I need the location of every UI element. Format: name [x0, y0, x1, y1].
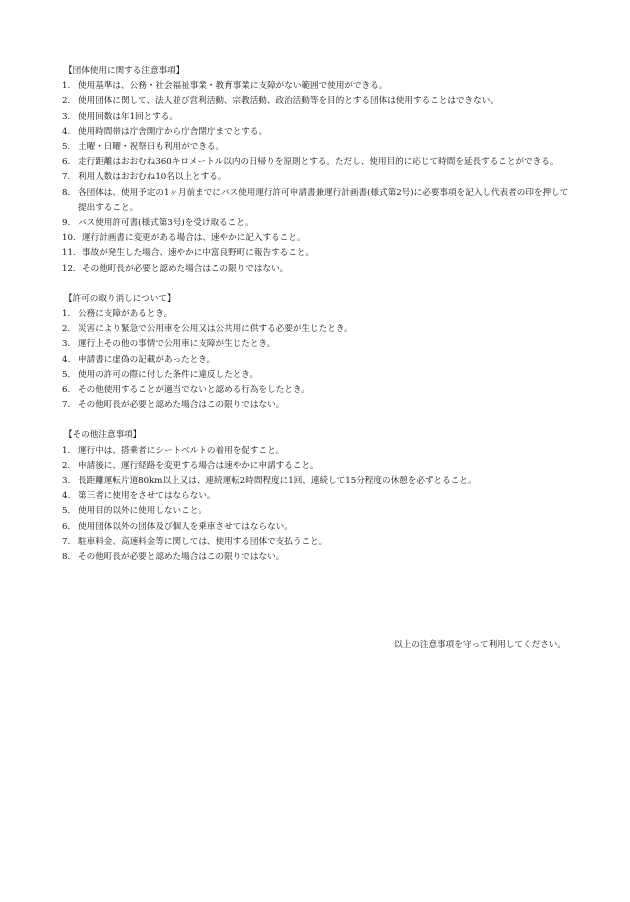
item-text: 利用人数はおおむね10名以上とする。: [78, 172, 227, 183]
item-text: その他町長が必要と認めた場合はこの限りではない。: [78, 552, 285, 563]
item-text: 使用基準は、公務・社会福祉事業・教育事業に支障がない範囲で使用ができる。: [78, 81, 388, 92]
item-number: 1.: [62, 309, 71, 320]
item-number: 8.: [62, 187, 71, 198]
list-item: [62, 535, 570, 550]
list-item: [62, 489, 570, 504]
list-item: [62, 216, 570, 231]
list-item: [62, 337, 570, 352]
item-number: 11.: [62, 248, 76, 259]
item-number: 7.: [62, 400, 71, 411]
item-number: 5.: [62, 506, 71, 517]
list-item: [62, 246, 570, 261]
item-number: 2.: [62, 324, 71, 335]
list-item: [62, 398, 570, 413]
item-text: 事故が発生した場合、速やかに中富良野町に報告すること。: [82, 248, 315, 259]
item-text: 使用団体に関して、法人並び営利活動、宗教活動、政治活動等を目的とする団体は使用することはできない。: [78, 96, 499, 107]
notice-section: [62, 64, 570, 277]
item-number: 4.: [62, 126, 71, 137]
notice-list: [62, 307, 570, 413]
list-item: [62, 262, 570, 277]
notice-content: [62, 64, 570, 580]
item-text: 走行距離はおおむね360キロメートル以内の日帰りを原則とする。ただし、使用目的に応じて時間を延長することができる。: [78, 157, 559, 168]
list-item: [62, 186, 570, 216]
list-item: [62, 125, 570, 140]
item-text: バス使用許可書(様式第3号)を受け取ること。: [78, 218, 254, 229]
item-number: 12.: [62, 263, 76, 274]
item-text: 運行計画書に変更がある場合は、速やかに記入すること。: [82, 233, 306, 244]
item-number: 5.: [62, 369, 71, 380]
item-text: 申請書に虚偽の記載があったとき。: [78, 354, 216, 365]
item-text: その他町長が必要と認めた場合はこの限りではない。: [78, 400, 285, 411]
item-number: 2.: [62, 96, 71, 107]
list-item: [62, 140, 570, 155]
notice-list: [62, 79, 570, 277]
item-text: 災害により緊急で公用車を公用又は公共用に供する必要が生じたとき。: [78, 324, 353, 335]
item-number: 3.: [62, 476, 71, 487]
list-item: [62, 155, 570, 170]
list-item: [62, 444, 570, 459]
item-number: 1.: [62, 445, 71, 456]
item-number: 9.: [62, 218, 71, 229]
item-number: 7.: [62, 172, 71, 183]
item-number: 10.: [62, 233, 76, 244]
list-item: [62, 474, 570, 489]
list-item: [62, 170, 570, 185]
item-number: 6.: [62, 157, 71, 168]
list-item: [62, 504, 570, 519]
item-text: 使用回数は年1回とする。: [78, 111, 178, 122]
item-number: 5.: [62, 142, 71, 153]
item-text: 駐車料金、高速料金等に関しては、使用する団体で支払うこと。: [78, 536, 328, 547]
list-item: [62, 520, 570, 535]
item-text: その他町長が必要と認めた場合はこの限りではない。: [82, 263, 289, 274]
item-number: 6.: [62, 521, 71, 532]
section-heading: 【団体使用に関する注意事項】: [64, 66, 185, 76]
item-text: 公務に支障があるとき。: [78, 309, 173, 320]
item-text: 使用の許可の際に付した条件に違反したとき。: [78, 369, 259, 380]
item-text: 使用目的以外に使用しないこと。: [78, 506, 207, 517]
item-number: 6.: [62, 385, 71, 396]
item-number: 2.: [62, 460, 71, 471]
item-text: 土曜・日曜・祝祭日も利用ができる。: [78, 142, 225, 153]
notice-section: [62, 428, 570, 565]
item-text: 使用時間帯は庁舎開庁から庁舎閉庁までとする。: [78, 126, 268, 137]
item-number: 3.: [62, 111, 71, 122]
item-text: 運行中は、搭乗者にシートベルトの着用を促すこと。: [78, 445, 285, 456]
list-item: [62, 322, 570, 337]
item-number: 1.: [62, 81, 71, 92]
notice-section: [62, 292, 570, 414]
item-number: 7.: [62, 536, 71, 547]
section-heading: 【その他注意事項】: [64, 430, 142, 441]
list-item: [62, 79, 570, 94]
item-text: 第三者に使用をさせてはならない。: [78, 491, 216, 502]
list-item: [62, 94, 570, 109]
item-text: 運行上その他の事情で公用車に支障が生じたとき。: [78, 339, 276, 350]
section-heading: 【許可の取り消しについて】: [64, 293, 176, 304]
list-item: [62, 307, 570, 322]
list-item: [62, 459, 570, 474]
item-number: 4.: [62, 491, 71, 502]
item-text: 各団体は、使用予定の1ヶ月前までにバス使用運行許可申請書兼運行計画書(様式第2号)に必要事項を記入し代表者の印を押して提出すること。: [78, 187, 569, 213]
item-text: 使用団体以外の団体及び個人を乗車させてはならない。: [78, 521, 293, 532]
closing-note: 以上の注意事項を守って利用してください。: [394, 640, 566, 650]
notice-list: [62, 444, 570, 566]
item-number: 3.: [62, 339, 71, 350]
item-number: 4.: [62, 354, 71, 365]
item-number: 8.: [62, 552, 71, 563]
list-item: [62, 110, 570, 125]
list-item: [62, 368, 570, 383]
list-item: [62, 550, 570, 565]
item-text: その他使用することが適当でないと認める行為をしたとき。: [78, 385, 310, 396]
list-item: [62, 353, 570, 368]
list-item: [62, 231, 570, 246]
item-text: 長距離運転片道80km以上又は、連続運転2時間程度に1回、連続して15分程度の休憩を必ずとること。: [78, 476, 477, 487]
list-item: [62, 383, 570, 398]
item-text: 申請後に、運行経路を変更する場合は速やかに申請すること。: [78, 460, 319, 471]
